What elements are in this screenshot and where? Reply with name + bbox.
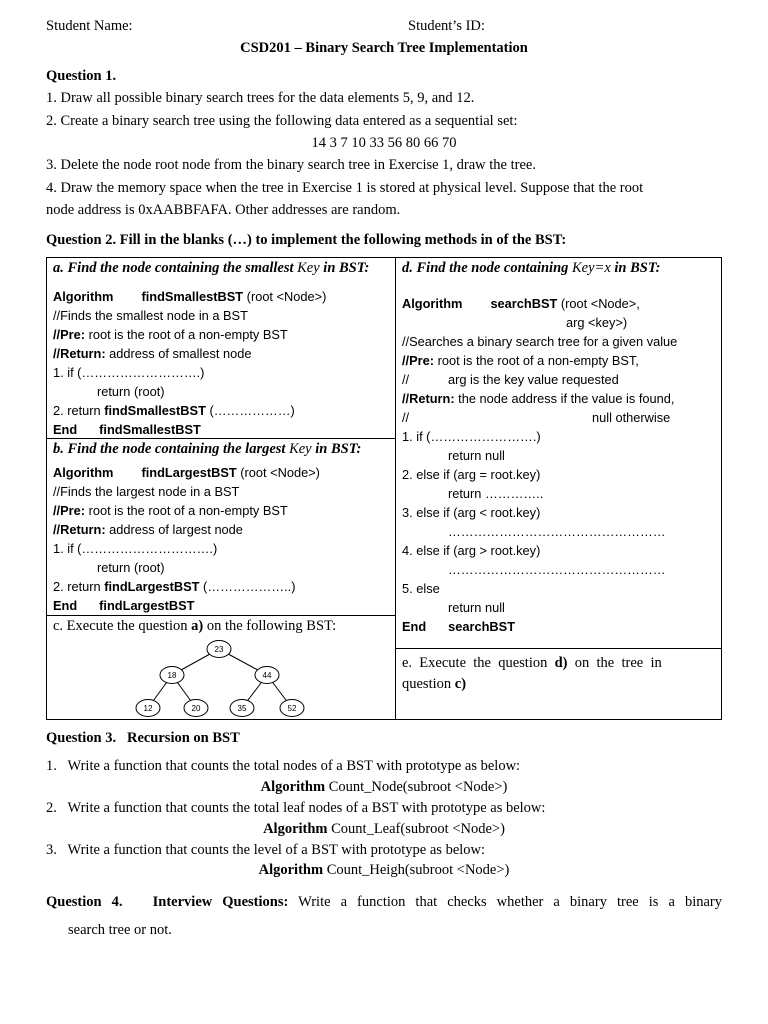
b-line-5: 1. if (………………………….): [53, 541, 218, 556]
q4-line2: search tree or not.: [68, 922, 172, 938]
q1-item-1: 1. Draw all possible binary search trees for the data elements 5, 9, and 12.: [46, 90, 475, 106]
tree-node-44: [255, 667, 279, 684]
cell-e: [395, 648, 722, 720]
a-func-args: (root <Node>): [243, 289, 327, 304]
a-return-pre: 2. return: [53, 403, 105, 418]
d-line-11: 3. else if (arg < root.key): [402, 505, 541, 520]
q3-proto-2: [0, 821, 768, 838]
q3-item-1: 1. Write a function that counts the total nodes of a BST with prototype as below:: [46, 758, 521, 774]
q1-item-4-line1: 4. Draw the memory space when the tree in Exercise 1 is stored at physical level. Suppose that the root: [46, 180, 644, 196]
d-line-8: return null: [448, 448, 505, 463]
q1-sequence: 14 3 7 10 33 56 80 66 70: [311, 135, 457, 151]
a-line-1: [53, 289, 326, 304]
q3-proto-1: [0, 779, 768, 796]
cell-b-title-post: in BST:: [311, 441, 362, 457]
d-line-1b: arg <key>): [566, 315, 628, 330]
tree-node-label-35: 35: [237, 704, 247, 713]
tree-node-52: [280, 700, 304, 717]
tree-node-label-23: 23: [214, 645, 224, 654]
q3-proto-2-text: Count_Leaf(subroot <Node>): [327, 821, 505, 837]
tree-node-12: [136, 700, 160, 717]
a-pre-text: root is the root of a non-empty BST: [85, 327, 288, 342]
e-text-bold1: d): [554, 655, 568, 671]
cell-b: [46, 438, 396, 616]
d-line-3: [402, 353, 639, 368]
c-text-bold: a): [191, 618, 204, 634]
a-keyword-algorithm: Algorithm: [53, 289, 114, 304]
cell-a-title-key: Key: [297, 260, 320, 276]
d-line-1: [402, 296, 640, 311]
d-line-12: ……………………………………………: [448, 524, 666, 539]
q3-proto-3-kw: Algorithm: [258, 862, 324, 878]
q3-proto-1-text: Count_Node(subroot <Node>): [325, 779, 508, 795]
q1-heading: Question 1.: [46, 68, 117, 84]
b-pre-kw: //Pre:: [53, 503, 86, 518]
q1-item-3: 3. Delete the node root node from the binary search tree in Exercise 1, draw the tree.: [46, 157, 536, 173]
cell-d: [395, 257, 722, 649]
cell-a-title-pre: a. Find the node containing the smallest: [53, 260, 298, 276]
cell-d-title-pre: d. Find the node containing: [402, 260, 573, 276]
a-line-7: [53, 403, 295, 418]
d-line-6b: null otherwise: [592, 410, 671, 425]
a-end-kw: End: [53, 422, 78, 437]
a-end-name: findSmallestBST: [99, 422, 201, 437]
tree-node-label-52: 52: [287, 704, 297, 713]
a-line-8: [53, 422, 201, 437]
d-keyword-algorithm: Algorithm: [402, 296, 463, 311]
d-func-args: (root <Node>,: [557, 296, 640, 311]
tree-node-20: [184, 700, 208, 717]
d-line-16: return null: [448, 600, 505, 615]
cell-d-title: [402, 260, 660, 277]
b-return-func: findLargestBST: [104, 579, 200, 594]
b-end-name: findLargestBST: [99, 598, 195, 613]
b-line-8: [53, 598, 194, 613]
e-text-mid: on the tree in: [567, 655, 662, 671]
q4-line1: [46, 894, 722, 911]
b-return-kw: //Return:: [53, 522, 106, 537]
tree-node-35: [230, 700, 254, 717]
e-text-line2-pre: question: [402, 676, 455, 692]
cell-b-title: [53, 441, 361, 458]
e-text-bold2: c): [454, 676, 467, 692]
b-return-blank: (………………..): [199, 579, 296, 594]
q3-heading: Question 3. Recursion on BST: [46, 730, 240, 746]
a-return-func: findSmallestBST: [104, 403, 206, 418]
q3-item-2: 2. Write a function that counts the total leaf nodes of a BST with prototype as below:: [46, 800, 546, 816]
student-name-label: Student Name:: [46, 18, 133, 34]
c-text-pre: c. Execute the question: [53, 618, 192, 634]
b-func-name: findLargestBST: [141, 465, 237, 480]
b-line-3: [53, 503, 288, 518]
d-return-kw: //Return:: [402, 391, 455, 406]
d-line-7: 1. if (…………………….): [402, 429, 541, 444]
a-line-5: 1. if (……………………….): [53, 365, 205, 380]
d-line-13: 4. else if (arg > root.key): [402, 543, 541, 558]
b-func-args: (root <Node>): [236, 465, 320, 480]
q3-proto-2-kw: Algorithm: [263, 821, 328, 837]
q1-item-4-line2: node address is 0xAABBFAFA. Other addresses are random.: [46, 202, 401, 218]
q3-proto-3: [0, 862, 768, 879]
a-func-name: findSmallestBST: [141, 289, 244, 304]
tree-node-label-20: 20: [191, 704, 201, 713]
tree-node-18: [160, 667, 184, 684]
cell-a: [46, 257, 396, 439]
d-return-text: the node address if the value is found,: [454, 391, 675, 406]
a-return-kw: //Return:: [53, 346, 106, 361]
cell-c-text: [53, 618, 336, 635]
c-text-post: on the following BST:: [203, 618, 337, 634]
q4-heading: Question 4. Interview Questions:: [46, 894, 289, 910]
tree-node-label-44: 44: [262, 671, 272, 680]
q2-heading: Question 2. Fill in the blanks (…) to implement the following methods in of the BST:: [46, 232, 567, 248]
d-line-4a: //: [402, 372, 410, 387]
d-line-6a: //: [402, 410, 410, 425]
d-line-17: [402, 619, 515, 634]
cell-a-title: [53, 260, 369, 277]
page-title: CSD201 – Binary Search Tree Implementation: [240, 40, 528, 56]
q3-proto-1-kw: Algorithm: [260, 779, 326, 795]
d-pre-kw: //Pre:: [402, 353, 435, 368]
b-line-4: [53, 522, 243, 537]
d-func-name: searchBST: [490, 296, 558, 311]
a-line-6: return (root): [97, 384, 165, 399]
cell-d-title-post: in BST:: [610, 260, 661, 276]
b-pre-text: root is the root of a non-empty BST: [85, 503, 288, 518]
tree-node-label-18: 18: [167, 671, 177, 680]
cell-d-title-key: Key=x: [572, 260, 611, 276]
tree-node-label-12: 12: [143, 704, 153, 713]
d-line-9: 2. else if (arg = root.key): [402, 467, 541, 482]
b-end-kw: End: [53, 598, 78, 613]
cell-a-title-post: in BST:: [319, 260, 370, 276]
d-line-15: 5. else: [402, 581, 440, 596]
d-end-kw: End: [402, 619, 427, 634]
d-line-2: //Searches a binary search tree for a given value: [402, 334, 678, 349]
q3-item-3: 3. Write a function that counts the level of a BST with prototype as below:: [46, 842, 486, 858]
q1-item-2: 2. Create a binary search tree using the following data entered as a sequential set:: [46, 113, 518, 129]
b-line-6: return (root): [97, 560, 165, 575]
cell-e-line1: [402, 655, 662, 672]
cell-b-title-pre: b. Find the node containing the largest: [53, 441, 290, 457]
q3-proto-3-text: Count_Heigh(subroot <Node>): [323, 862, 510, 878]
cell-e-line2: [402, 676, 466, 693]
b-line-2: //Finds the largest node in a BST: [53, 484, 240, 499]
b-line-7: [53, 579, 295, 594]
a-line-4: [53, 346, 251, 361]
student-id-label: Student’s ID:: [408, 18, 485, 34]
b-return-text: address of largest node: [105, 522, 243, 537]
tree-node-23: [207, 641, 231, 658]
a-pre-kw: //Pre:: [53, 327, 86, 342]
b-return-pre: 2. return: [53, 579, 105, 594]
bst-diagram: [47, 638, 395, 718]
q4-text1: Write a function that checks whether a binary tree is a binary: [288, 894, 722, 910]
d-end-name: searchBST: [448, 619, 516, 634]
e-text-pre: e. Execute the question: [402, 655, 555, 671]
a-line-3: [53, 327, 288, 342]
a-return-blank: (………………): [205, 403, 295, 418]
b-line-1: [53, 465, 320, 480]
d-line-14: ……………………………………………: [448, 562, 666, 577]
d-line-4b: arg is the key value requested: [448, 372, 619, 387]
cell-b-title-key: Key: [289, 441, 312, 457]
a-return-text: address of smallest node: [105, 346, 252, 361]
d-line-5: [402, 391, 674, 406]
b-keyword-algorithm: Algorithm: [53, 465, 114, 480]
a-line-2: //Finds the smallest node in a BST: [53, 308, 248, 323]
cell-c: [46, 615, 396, 720]
d-line-10: return …………..: [448, 486, 544, 501]
d-pre-text: root is the root of a non-empty BST,: [434, 353, 639, 368]
